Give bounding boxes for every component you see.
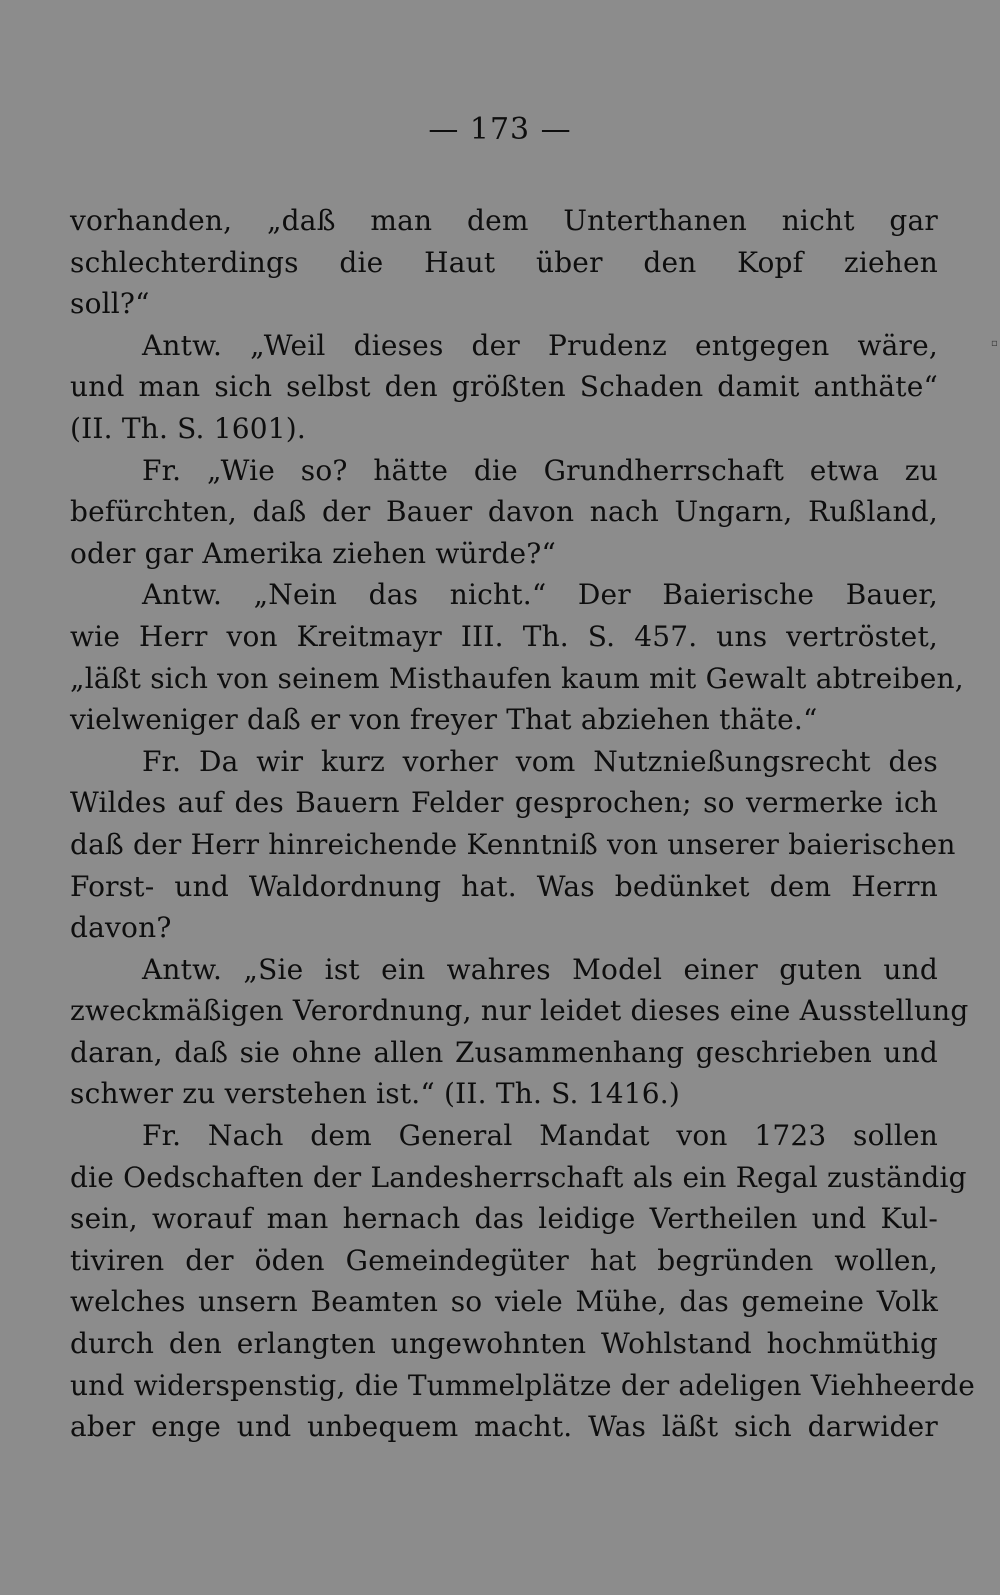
text-line: Antw. „Weil dieses der Prudenz entgegen wäre,	[142, 328, 938, 362]
text-line: sein, worauf man hernach das leidige Vertheilen und Kul-	[70, 1202, 938, 1236]
page-number: — 173 —	[428, 112, 572, 147]
text-line: schlechterdings die Haut über den Kopf ziehen	[70, 245, 938, 279]
body-text	[70, 200, 976, 1448]
text-line: Antw. „Nein das nicht.“ Der Baierische Bauer,	[142, 578, 938, 612]
text-line: schwer zu verstehen ist.“ (II. Th. S. 1416.)	[70, 1077, 681, 1111]
text-line: wie Herr von Kreitmayr III. Th. S. 457. uns vertröstet,	[70, 619, 938, 653]
text-line: tiviren der öden Gemeindegüter hat begründen wollen,	[70, 1243, 938, 1277]
text-line: die Oedschaften der Landesherrschaft als ein Regal zuständig	[70, 1160, 967, 1194]
text-line: Forst- und Waldordnung hat. Was bedünket dem Herrn	[70, 869, 938, 903]
text-line: befürchten, daß der Bauer davon nach Ungarn, Rußland,	[70, 495, 938, 529]
text-line: (II. Th. S. 1601).	[70, 411, 307, 445]
text-line: soll?“	[70, 287, 150, 321]
text-line: vorhanden, „daß man dem Unterthanen nicht gar	[70, 204, 938, 237]
text-line: zweckmäßigen Verordnung, nur leidet dieses eine Ausstellung	[70, 994, 969, 1028]
text-line: und man sich selbst den größten Schaden damit anthäte“	[70, 370, 938, 404]
text-line: aber enge und unbequem macht. Was läßt sich darwider	[70, 1410, 938, 1444]
margin-mark: ▫	[991, 338, 998, 349]
text-line: davon?	[70, 911, 172, 945]
text-line: Wildes auf des Bauern Felder gesprochen; so vermerke ich	[70, 786, 938, 820]
text-line: Fr. Da wir kurz vorher vom Nutznießungsrecht des	[142, 744, 938, 778]
text-line: oder gar Amerika ziehen würde?“	[70, 536, 557, 570]
text-line: und widerspenstig, die Tummelplätze der adeligen Viehheerde	[70, 1368, 976, 1402]
text-line: daran, daß sie ohne allen Zusammenhang geschrieben und	[70, 1035, 938, 1069]
text-line: Antw. „Sie ist ein wahres Model einer guten und	[142, 952, 938, 986]
text-line: Fr. „Wie so? hätte die Grundherrschaft etwa zu	[142, 453, 938, 487]
text-line: daß der Herr hinreichende Kenntniß von unserer baierischen	[70, 827, 956, 861]
text-line: Fr. Nach dem General Mandat von 1723 sollen	[142, 1119, 938, 1153]
text-line: „läßt sich von seinem Misthaufen kaum mit Gewalt abtreiben,	[70, 661, 964, 695]
text-line: welches unsern Beamten so viele Mühe, das gemeine Volk	[70, 1285, 938, 1319]
text-line: vielweniger daß er von freyer That abziehen thäte.“	[70, 703, 818, 737]
text-line: durch den erlangten ungewohnten Wohlstand hochmüthig	[70, 1327, 938, 1361]
